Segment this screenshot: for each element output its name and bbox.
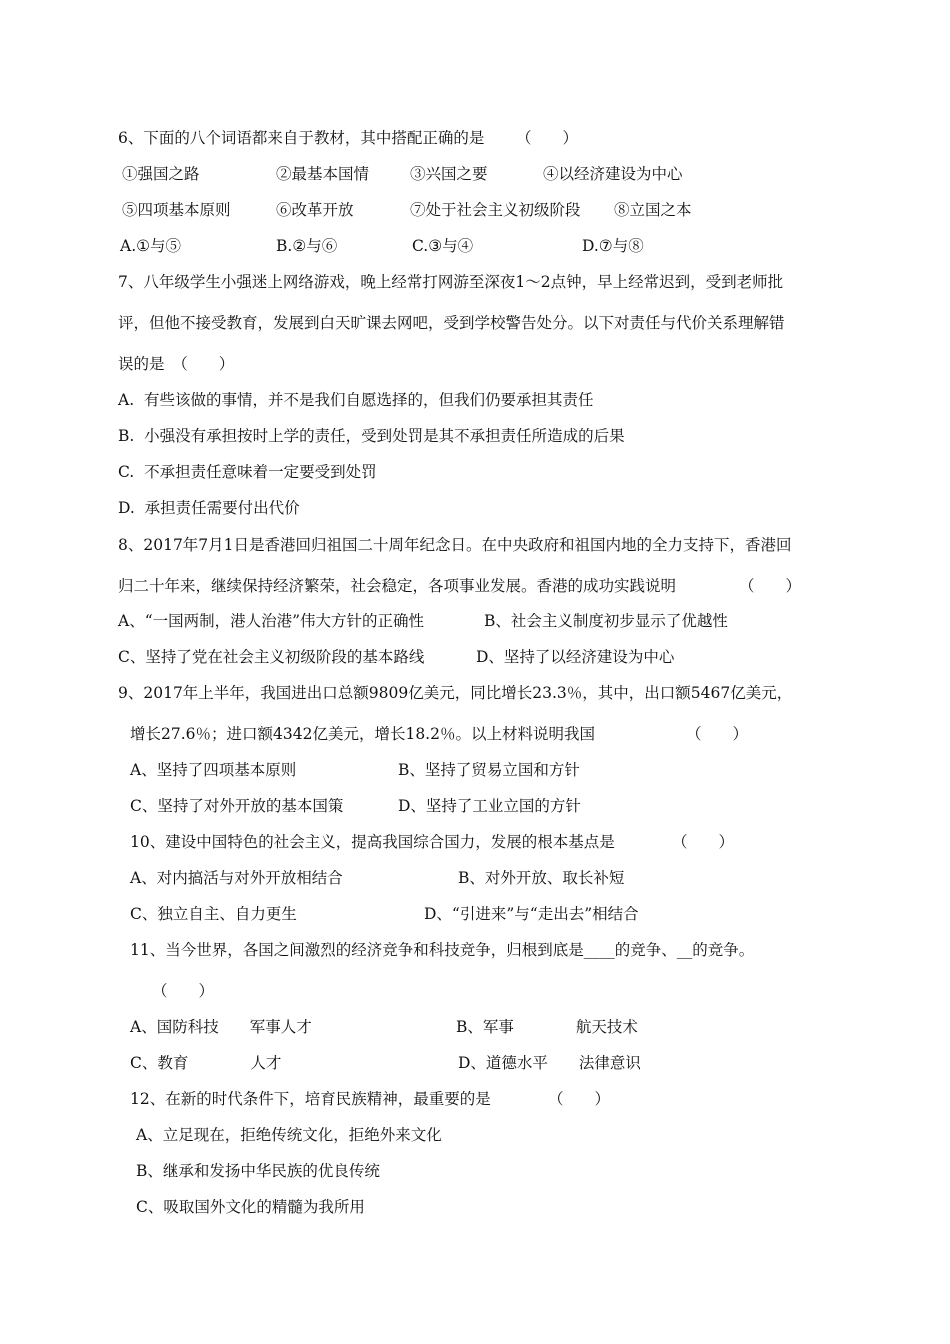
q6-item-8: ⑧立国之本 [614,201,692,219]
q6-option-a: A.①与⑤ [120,237,182,255]
q8-option-d: D、坚持了以经济建设为中心 [476,648,675,666]
q11-option-d: D、道德水平 法律意识 [458,1054,641,1072]
q6-item-1: ①强国之路 [122,165,200,183]
q10-option-c: C、独立自主、自力更生 [130,905,297,923]
q7-option-b: B. 小强没有承担按时上学的责任，受到处罚是其不承担责任所造成的后果 [118,427,625,445]
q8-option-a: A、“一国两制，港人治港”伟大方针的正确性 [118,612,425,630]
q7-option-c: C. 不承担责任意味着一定要受到处罚 [118,463,377,481]
q7-option-d: D. 承担责任需要付出代价 [118,499,300,517]
q9-option-d: D、坚持了工业立国的方针 [398,797,581,815]
q6-item-6: ⑥改革开放 [276,201,354,219]
q11-stem: 11、当今世界，各国之间激烈的经济竞争和科技竞争，归根到底是____的竞争、__的竞争。 [130,941,755,959]
q12-option-b: B、继承和发扬中华民族的优良传统 [136,1162,380,1180]
q7-stem-line-2: 评，但他不接受教育，发展到白天旷课去网吧，受到学校警告处分。以下对责任与代价关系理解错 [118,314,785,332]
q8-option-c: C、坚持了党在社会主义初级阶段的基本路线 [118,648,425,666]
q9-option-a: A、坚持了四项基本原则 [130,761,297,779]
q8-option-b: B、社会主义制度初步显示了优越性 [484,612,728,630]
q6-item-7: ⑦处于社会主义初级阶段 [410,201,581,219]
q7-stem-line-3: 误的是 （ ） [118,355,235,373]
q10-option-d: D、“引进来”与“走出去”相结合 [424,905,639,923]
q10-answer-blank: （ ） [672,833,735,851]
q7-stem-line-1: 7、八年级学生小强迷上网络游戏，晚上经常打网游至深夜1～2点钟，早上经常迟到，受到老师批 [118,273,784,291]
q8-stem-line-2: 归二十年来，继续保持经济繁荣，社会稳定，各项事业发展。香港的成功实践说明 [118,577,677,595]
q8-stem-line-1: 8、2017年7月1日是香港回归祖国二十周年纪念日。在中央政府和祖国内地的全力支持下，香港回 [118,536,792,554]
q10-option-a: A、对内搞活与对外开放相结合 [130,869,343,887]
q6-option-d: D.⑦与⑧ [582,237,644,255]
q9-option-c: C、坚持了对外开放的基本国策 [130,797,344,815]
q12-stem: 12、在新的时代条件下，培育民族精神，最重要的是 [130,1090,491,1108]
q6-answer-blank: （ ） [516,129,579,147]
q9-option-b: B、坚持了贸易立国和方针 [398,761,580,779]
q10-option-b: B、对外开放、取长补短 [458,869,625,887]
q9-answer-blank: （ ） [686,725,749,743]
q8-answer-blank: （ ） [739,577,802,595]
q9-stem-line-1: 9、2017年上半年，我国进出口总额9809亿美元，同比增长23.3％，其中，出口额5467亿美元， [118,684,793,702]
q11-option-b: B、军事 航天技术 [456,1018,638,1036]
q12-option-a: A、立足现在，拒绝传统文化，拒绝外来文化 [136,1126,442,1144]
q11-option-c: C、教育 人才 [130,1054,282,1072]
q6-item-2: ②最基本国情 [276,165,370,183]
q11-option-a: A、国防科技 军事人才 [130,1018,312,1036]
q6-option-c: C.③与④ [412,237,474,255]
q6-item-5: ⑤四项基本原则 [122,201,231,219]
q7-option-a: A. 有些该做的事情，并不是我们自愿选择的，但我们仍要承担其责任 [118,391,594,409]
q12-option-c: C、吸取国外文化的精髓为我所用 [136,1198,365,1216]
q11-answer-blank: （ ） [152,982,215,1000]
q12-answer-blank: （ ） [548,1090,611,1108]
q9-stem-line-2: 增长27.6％；进口额4342亿美元，增长18.2％。以上材料说明我国 [130,725,595,743]
q6-item-3: ③兴国之要 [410,165,488,183]
q6-item-4: ④以经济建设为中心 [543,165,683,183]
q6-stem: 6、下面的八个词语都来自于教材，其中搭配正确的是 [118,129,485,147]
q6-option-b: B.②与⑥ [276,237,338,255]
q10-stem: 10、建设中国特色的社会主义，提高我国综合国力，发展的根本基点是 [130,833,615,851]
